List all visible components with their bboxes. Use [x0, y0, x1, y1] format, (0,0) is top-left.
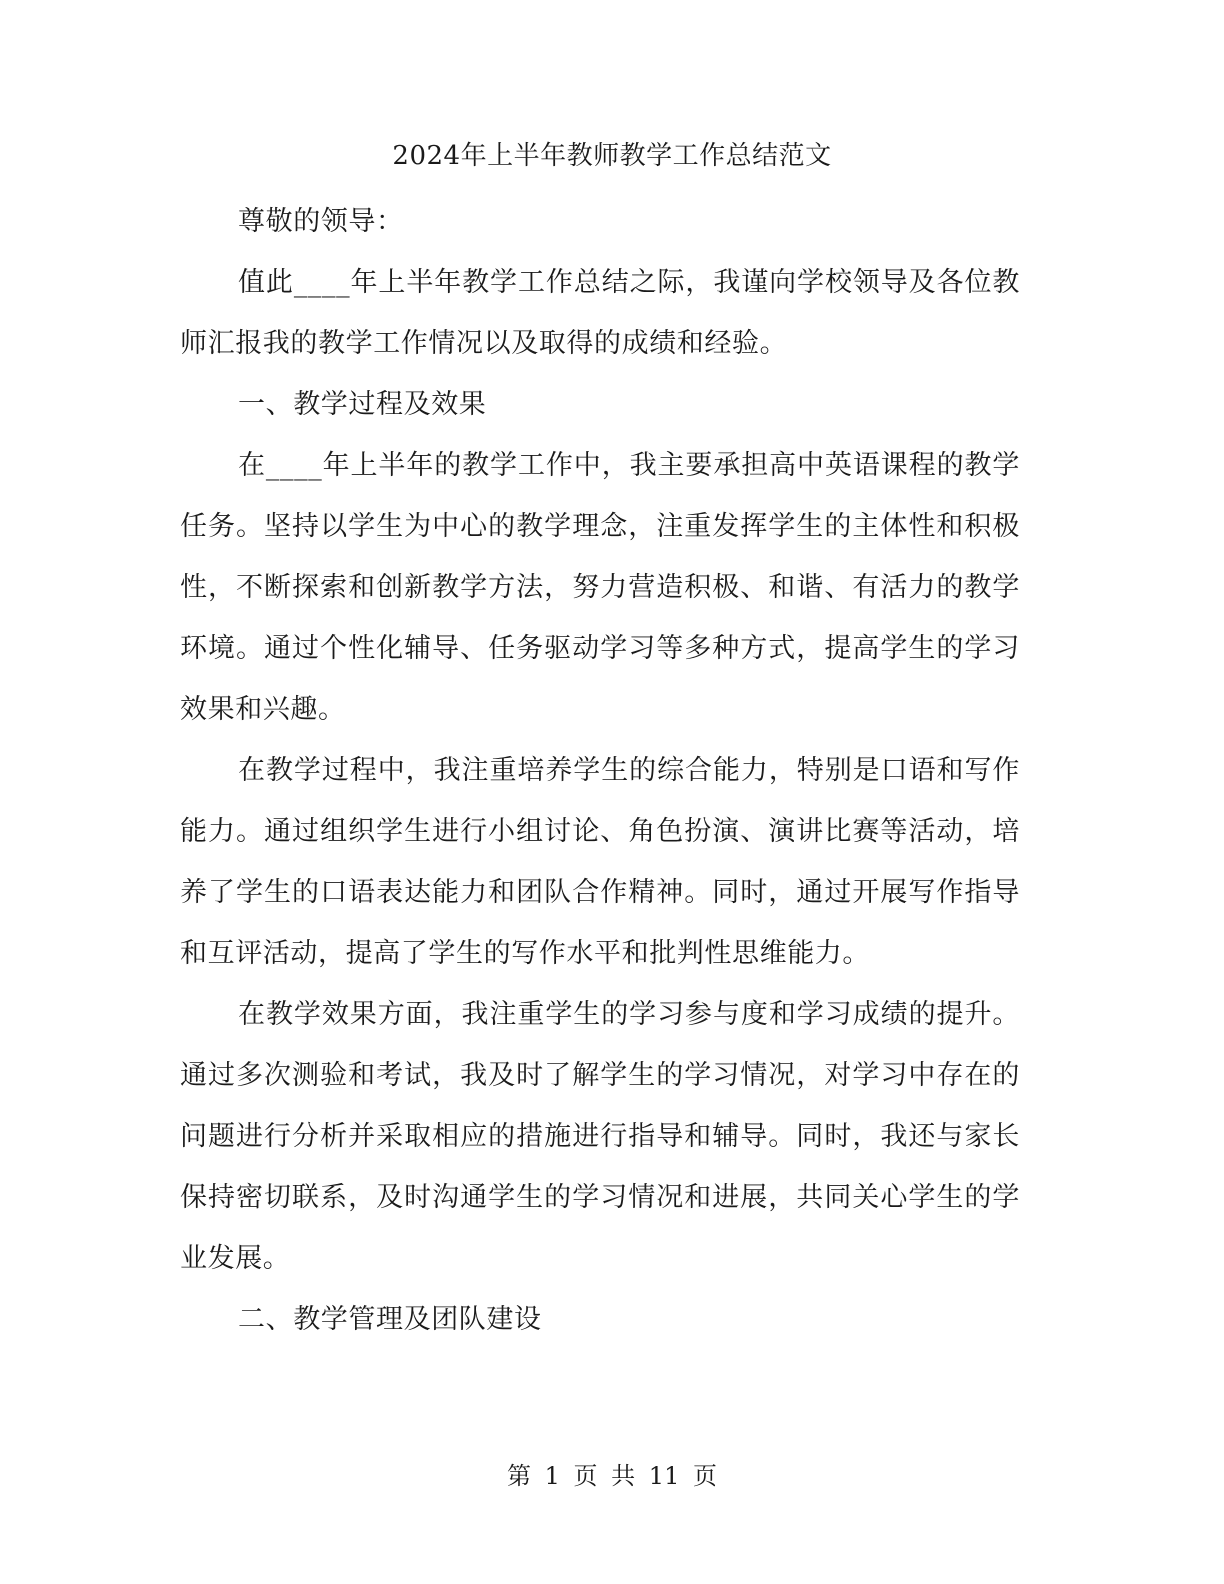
salutation: 尊敬的领导：	[238, 206, 404, 237]
document-body	[180, 191, 1020, 1350]
section-heading-1: 一、教学过程及效果	[238, 389, 487, 420]
section-heading-2: 二、教学管理及团队建设	[238, 1304, 542, 1335]
document-title: 2024年上半年教师教学工作总结范文	[392, 141, 832, 171]
body-paragraph: 在教学过程中，我注重培养学生的综合能力，特别是口语和写作能力。通过组织学生进行小组讨论、角色扮演、演讲比赛等活动，培养了学生的口语表达能力和团队合作精神。同时，通过开展写作指导和互评活动，提高了学生的写作水平和批判性思维能力。	[180, 755, 1020, 969]
body-paragraph: 在教学效果方面，我注重学生的学习参与度和学习成绩的提升。通过多次测验和考试，我及时了解学生的学习情况，对学习中存在的问题进行分析并采取相应的措施进行指导和辅导。同时，我还与家长保持密切联系，及时沟通学生的学习情况和进展，共同关心学生的学业发展。	[180, 999, 1020, 1274]
intro-paragraph: 值此____年上半年教学工作总结之际，我谨向学校领导及各位教师汇报我的教学工作情况以及取得的成绩和经验。	[180, 267, 1020, 359]
body-paragraph: 在____年上半年的教学工作中，我主要承担高中英语课程的教学任务。坚持以学生为中心的教学理念，注重发挥学生的主体性和积极性，不断探索和创新教学方法，努力营造积极、和谐、有活力的教学环境。通过个性化辅导、任务驱动学习等多种方式，提高学生的学习效果和兴趣。	[180, 450, 1020, 725]
page-footer: 第 1 页 共 11 页	[507, 1462, 717, 1490]
